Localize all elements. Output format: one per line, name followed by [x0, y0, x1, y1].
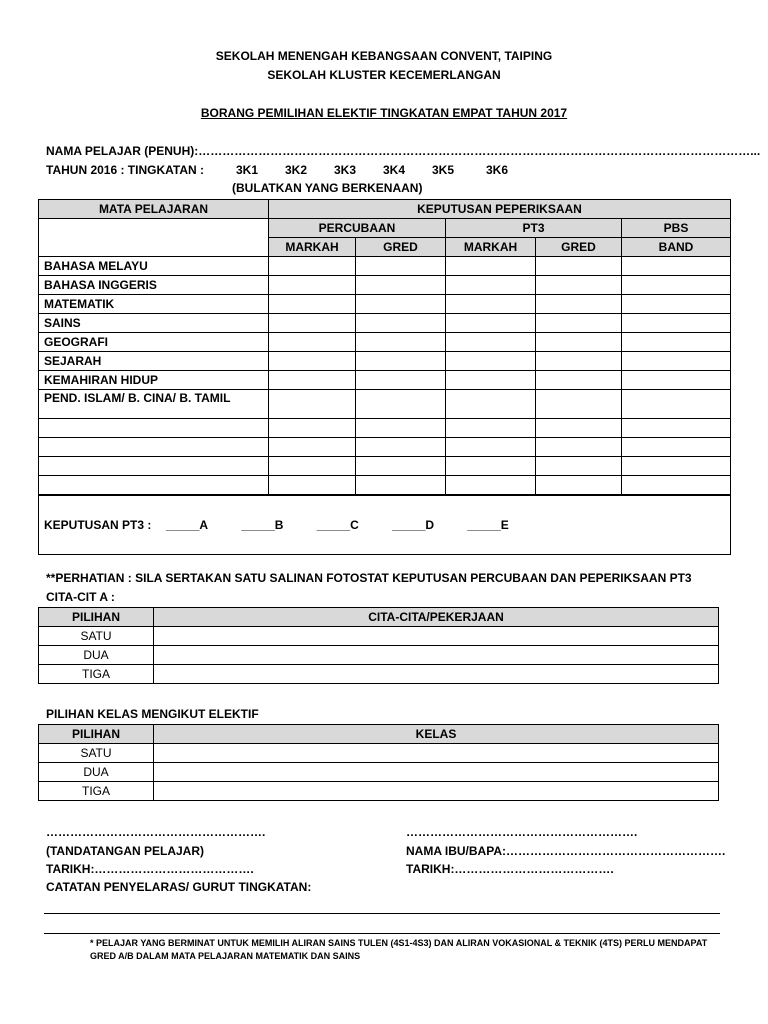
pt3-gred-cell[interactable] [536, 371, 622, 390]
trial-markah-cell[interactable] [269, 476, 356, 496]
school-name: SEKOLAH MENENGAH KEBANGSAAN CONVENT, TAIPING [215, 49, 553, 63]
pt3-gred-cell[interactable] [536, 390, 622, 419]
pt3-markah-cell[interactable] [446, 276, 536, 295]
blank-header-cell [39, 219, 269, 257]
trial-markah-cell[interactable] [269, 333, 356, 352]
pt3-grade-d[interactable]: _____D [392, 517, 435, 532]
trial-markah-cell[interactable] [269, 314, 356, 333]
col-decision-header: KEPUTUSAN PEPERIKSAAN [269, 200, 731, 219]
subject-name: BAHASA MELAYU [39, 257, 269, 276]
table-row [39, 371, 731, 390]
table-row [39, 438, 731, 457]
trial-gred-cell[interactable] [356, 457, 446, 476]
subject-name [39, 419, 269, 438]
subject-name: MATEMATIK [39, 295, 269, 314]
pt3-grade-c[interactable]: _____C [316, 517, 359, 532]
trial-gred-cell[interactable] [356, 276, 446, 295]
table-row [39, 390, 731, 419]
student-name-field[interactable]: NAMA PELAJAR (PENUH):…………………………………………………………………………………………………………………………... [46, 144, 761, 158]
trial-gred-cell[interactable] [356, 476, 446, 496]
class-choice-title: PILIHAN KELAS MENGIKUT ELEKTIF [46, 707, 259, 721]
pbs-band-cell[interactable] [622, 295, 731, 314]
table-row [39, 314, 731, 333]
pbs-band-cell[interactable] [622, 352, 731, 371]
ambition-input-1[interactable] [154, 627, 719, 646]
class-option-3k4[interactable]: 3K4 [383, 163, 406, 177]
form-title: BORANG PEMILIHAN ELEKTIF TINGKATAN EMPAT TAHUN 2017 [200, 106, 568, 120]
pt3-result-row [39, 495, 731, 555]
parent-date-field[interactable]: TARIKH:…………………………………. [406, 862, 614, 876]
trial-markah-cell[interactable] [269, 352, 356, 371]
trial-markah-cell[interactable] [269, 276, 356, 295]
table-row [39, 257, 731, 276]
circle-note: (BULATKAN YANG BERKENAAN) [232, 181, 423, 195]
table-row [39, 276, 731, 295]
pt3-result-label: KEPUTUSAN PT3 : [44, 517, 152, 532]
notes-line-2[interactable] [44, 933, 720, 934]
trial-gred-cell[interactable] [356, 419, 446, 438]
pbs-band-cell[interactable] [622, 390, 731, 419]
class-option-3k2[interactable]: 3K2 [285, 163, 308, 177]
pt3-markah-cell[interactable] [446, 333, 536, 352]
class-col-choice: PILIHAN [39, 725, 154, 744]
subject-name [39, 438, 269, 457]
student-signature-label: (TANDATANGAN PELAJAR) [46, 844, 204, 858]
coordinator-notes-label: CATATAN PENYELARAS/ GURUT TINGKATAN: [46, 880, 312, 894]
pt3-gred-cell[interactable] [536, 476, 622, 496]
group-pbs-header: PBS [622, 219, 731, 238]
pt3-markah-cell[interactable] [446, 476, 536, 496]
class-row-label: SATU [39, 744, 154, 763]
subject-name: BAHASA INGGERIS [39, 276, 269, 295]
student-signature-line[interactable]: ………………………………………………. [46, 825, 266, 839]
trial-gred-cell[interactable] [356, 352, 446, 371]
pbs-band-cell[interactable] [622, 333, 731, 352]
subject-name [39, 457, 269, 476]
trial-gred-cell[interactable] [356, 371, 446, 390]
pt3-gred-cell[interactable] [536, 257, 622, 276]
pbs-band-cell[interactable] [622, 276, 731, 295]
trial-markah-cell[interactable] [269, 295, 356, 314]
pt3-gred-header: GRED [536, 238, 622, 257]
trial-markah-cell[interactable] [269, 438, 356, 457]
footnote: * PELAJAR YANG BERMINAT UNTUK MEMILIH ALIRAN SAINS TULEN (4S1-4S3) DAN ALIRAN VOKASIONAL & TEKNIK (4TS) PERLU MENDAPAT GRED A/B DALAM MATA PELAJARAN MATEMATIK DAN SAINS [90, 938, 708, 961]
school-cluster: SEKOLAH KLUSTER KECEMERLANGAN [267, 68, 501, 82]
pt3-gred-cell[interactable] [536, 276, 622, 295]
class-input-2[interactable] [154, 763, 719, 782]
table-row [39, 352, 731, 371]
ambition-table [38, 607, 719, 684]
pbs-band-cell[interactable] [622, 419, 731, 438]
pbs-band-cell[interactable] [622, 371, 731, 390]
pt3-gred-cell[interactable] [536, 438, 622, 457]
trial-gred-cell[interactable] [356, 314, 446, 333]
pbs-band-header: BAND [622, 238, 731, 257]
trial-gred-cell[interactable] [356, 257, 446, 276]
ambition-row-label: SATU [39, 627, 154, 646]
pt3-grade-a[interactable]: _____A [166, 517, 209, 532]
class-option-3k1[interactable]: 3K1 [236, 163, 259, 177]
ambition-row-label: TIGA [39, 665, 154, 684]
trial-gred-cell[interactable] [356, 390, 446, 419]
pbs-band-cell[interactable] [622, 314, 731, 333]
parent-signature-line[interactable]: …………………………………………………. [406, 825, 638, 839]
trial-markah-cell[interactable] [269, 257, 356, 276]
pt3-markah-cell[interactable] [446, 438, 536, 457]
results-table [38, 199, 731, 555]
pt3-markah-cell[interactable] [446, 419, 536, 438]
ambition-input-2[interactable] [154, 646, 719, 665]
trial-markah-cell[interactable] [269, 371, 356, 390]
subject-name: GEOGRAFI [39, 333, 269, 352]
trial-markah-header: MARKAH [269, 238, 356, 257]
class-input-1[interactable] [154, 744, 719, 763]
pt3-markah-header: MARKAH [446, 238, 536, 257]
trial-gred-cell[interactable] [356, 333, 446, 352]
col-subject-header: MATA PELAJARAN [39, 200, 269, 219]
pbs-band-cell[interactable] [622, 257, 731, 276]
pbs-band-cell[interactable] [622, 476, 731, 496]
pt3-markah-cell[interactable] [446, 257, 536, 276]
pt3-markah-cell[interactable] [446, 371, 536, 390]
pt3-gred-cell[interactable] [536, 295, 622, 314]
table-row [39, 476, 731, 496]
class-option-3k6[interactable]: 3K6 [486, 163, 509, 177]
subject-name: SEJARAH [39, 352, 269, 371]
pt3-markah-cell[interactable] [446, 390, 536, 419]
class-col-class: KELAS [154, 725, 719, 744]
pt3-gred-cell[interactable] [536, 352, 622, 371]
trial-markah-cell[interactable] [269, 419, 356, 438]
table-row [39, 457, 731, 476]
year-class-label: TAHUN 2016 : TINGKATAN : [46, 163, 205, 177]
class-option-3k3[interactable]: 3K3 [334, 163, 357, 177]
pbs-band-cell[interactable] [622, 457, 731, 476]
ambition-input-3[interactable] [154, 665, 719, 684]
pt3-markah-cell[interactable] [446, 457, 536, 476]
class-option-3k5[interactable]: 3K5 [432, 163, 455, 177]
notice-text: **PERHATIAN : SILA SERTAKAN SATU SALINAN FOTOSTAT KEPUTUSAN PERCUBAAN DAN PEPERIKSAAN PT3 [46, 571, 692, 585]
notes-line-1[interactable] [44, 913, 720, 914]
group-pt3-header: PT3 [446, 219, 622, 238]
ambition-title: CITA-CIT A : [46, 590, 115, 604]
pt3-markah-cell[interactable] [446, 314, 536, 333]
subject-name [39, 476, 269, 496]
pt3-gred-cell[interactable] [536, 419, 622, 438]
ambition-row-label: DUA [39, 646, 154, 665]
class-row-label: DUA [39, 763, 154, 782]
pbs-band-cell[interactable] [622, 438, 731, 457]
trial-markah-cell[interactable] [269, 390, 356, 419]
class-choice-table [38, 724, 719, 801]
subject-name: KEMAHIRAN HIDUP [39, 371, 269, 390]
table-row [39, 419, 731, 438]
pt3-markah-cell[interactable] [446, 295, 536, 314]
pt3-gred-cell[interactable] [536, 457, 622, 476]
parent-name-field[interactable]: NAMA IBU/BAPA:………………………………………………. [406, 844, 726, 858]
pt3-grade-e[interactable]: _____E [467, 517, 509, 532]
ambition-col-job: CITA-CITA/PEKERJAAN [154, 608, 719, 627]
pt3-gred-cell[interactable] [536, 314, 622, 333]
subject-name: SAINS [39, 314, 269, 333]
pt3-markah-cell[interactable] [446, 352, 536, 371]
table-row [39, 333, 731, 352]
student-date-field[interactable]: TARIKH:…………………………………. [46, 862, 254, 876]
trial-gred-cell[interactable] [356, 438, 446, 457]
class-row-label: TIGA [39, 782, 154, 801]
ambition-col-choice: PILIHAN [39, 608, 154, 627]
class-input-3[interactable] [154, 782, 719, 801]
trial-gred-header: GRED [356, 238, 446, 257]
pt3-grade-b[interactable]: _____B [241, 517, 284, 532]
trial-gred-cell[interactable] [356, 295, 446, 314]
pt3-gred-cell[interactable] [536, 333, 622, 352]
trial-markah-cell[interactable] [269, 457, 356, 476]
group-trial-header: PERCUBAAN [269, 219, 446, 238]
subject-name: PEND. ISLAM/ B. CINA/ B. TAMIL [39, 390, 269, 419]
table-row [39, 295, 731, 314]
